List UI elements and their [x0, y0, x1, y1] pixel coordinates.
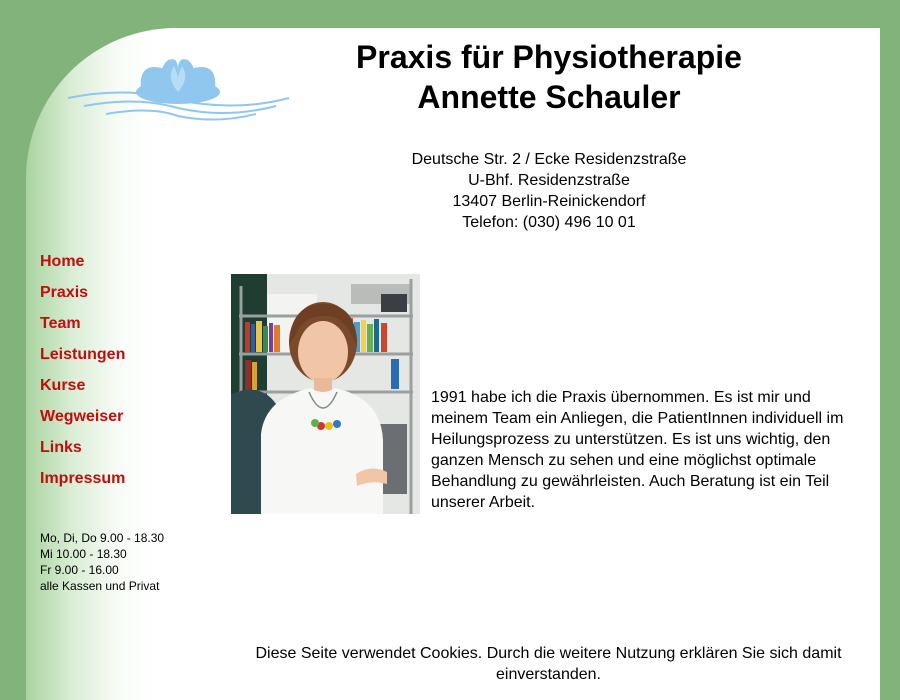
- address-phone: Telefon: (030) 496 10 01: [462, 214, 636, 231]
- nav-link-home[interactable]: Home: [40, 253, 85, 270]
- page-title: [336, 37, 762, 117]
- lotus-flower-icon: [66, 56, 291, 126]
- hours-line: Mi 10.00 - 18.30: [40, 547, 127, 561]
- title-line-1: Praxis für Physiotherapie: [356, 39, 742, 75]
- nav-link-leistungen[interactable]: Leistungen: [40, 346, 126, 363]
- cookie-notice: Diese Seite verwendet Cookies. Durch die weitere Nutzung erklären Sie sich damit einverstanden.: [255, 645, 842, 683]
- opening-hours: [40, 530, 164, 594]
- nav-link-links[interactable]: Links: [40, 439, 82, 456]
- nav-link-impressum[interactable]: Impressum: [40, 470, 126, 487]
- nav-link-kurse[interactable]: Kurse: [40, 377, 86, 394]
- hours-line: Mo, Di, Do 9.00 - 18.30: [40, 531, 165, 545]
- address-city: 13407 Berlin-Reinickendorf: [452, 193, 646, 210]
- nav-link-praxis[interactable]: Praxis: [40, 284, 89, 301]
- page-panel: [26, 28, 880, 700]
- nav-link-team[interactable]: Team: [40, 315, 81, 332]
- address-subway: U-Bhf. Residenzstraße: [468, 172, 630, 189]
- address-block: [326, 149, 772, 233]
- portrait-photo: [231, 274, 420, 514]
- address-street: Deutsche Str. 2 / Ecke Residenzstraße: [411, 151, 687, 168]
- title-line-2: Annette Schauler: [417, 79, 681, 115]
- nav-link-wegweiser[interactable]: Wegweiser: [40, 408, 124, 425]
- intro-text: 1991 habe ich die Praxis übernommen. Es ist mir und meinem Team ein Anliegen, die PatientInnen individuell im Heilungsprozess zu unterstützen. Es ist uns wichtig, den ganzen Mensch zu sehen und eine möglichst optimale Behandlung zu gewährleisten. Auch Beratung ist ein Teil unserer Arbeit.: [431, 389, 844, 511]
- sidebar-nav: [40, 250, 125, 498]
- hours-line: Fr 9.00 - 16.00: [40, 563, 119, 577]
- insurance-note: alle Kassen und Privat: [40, 579, 160, 593]
